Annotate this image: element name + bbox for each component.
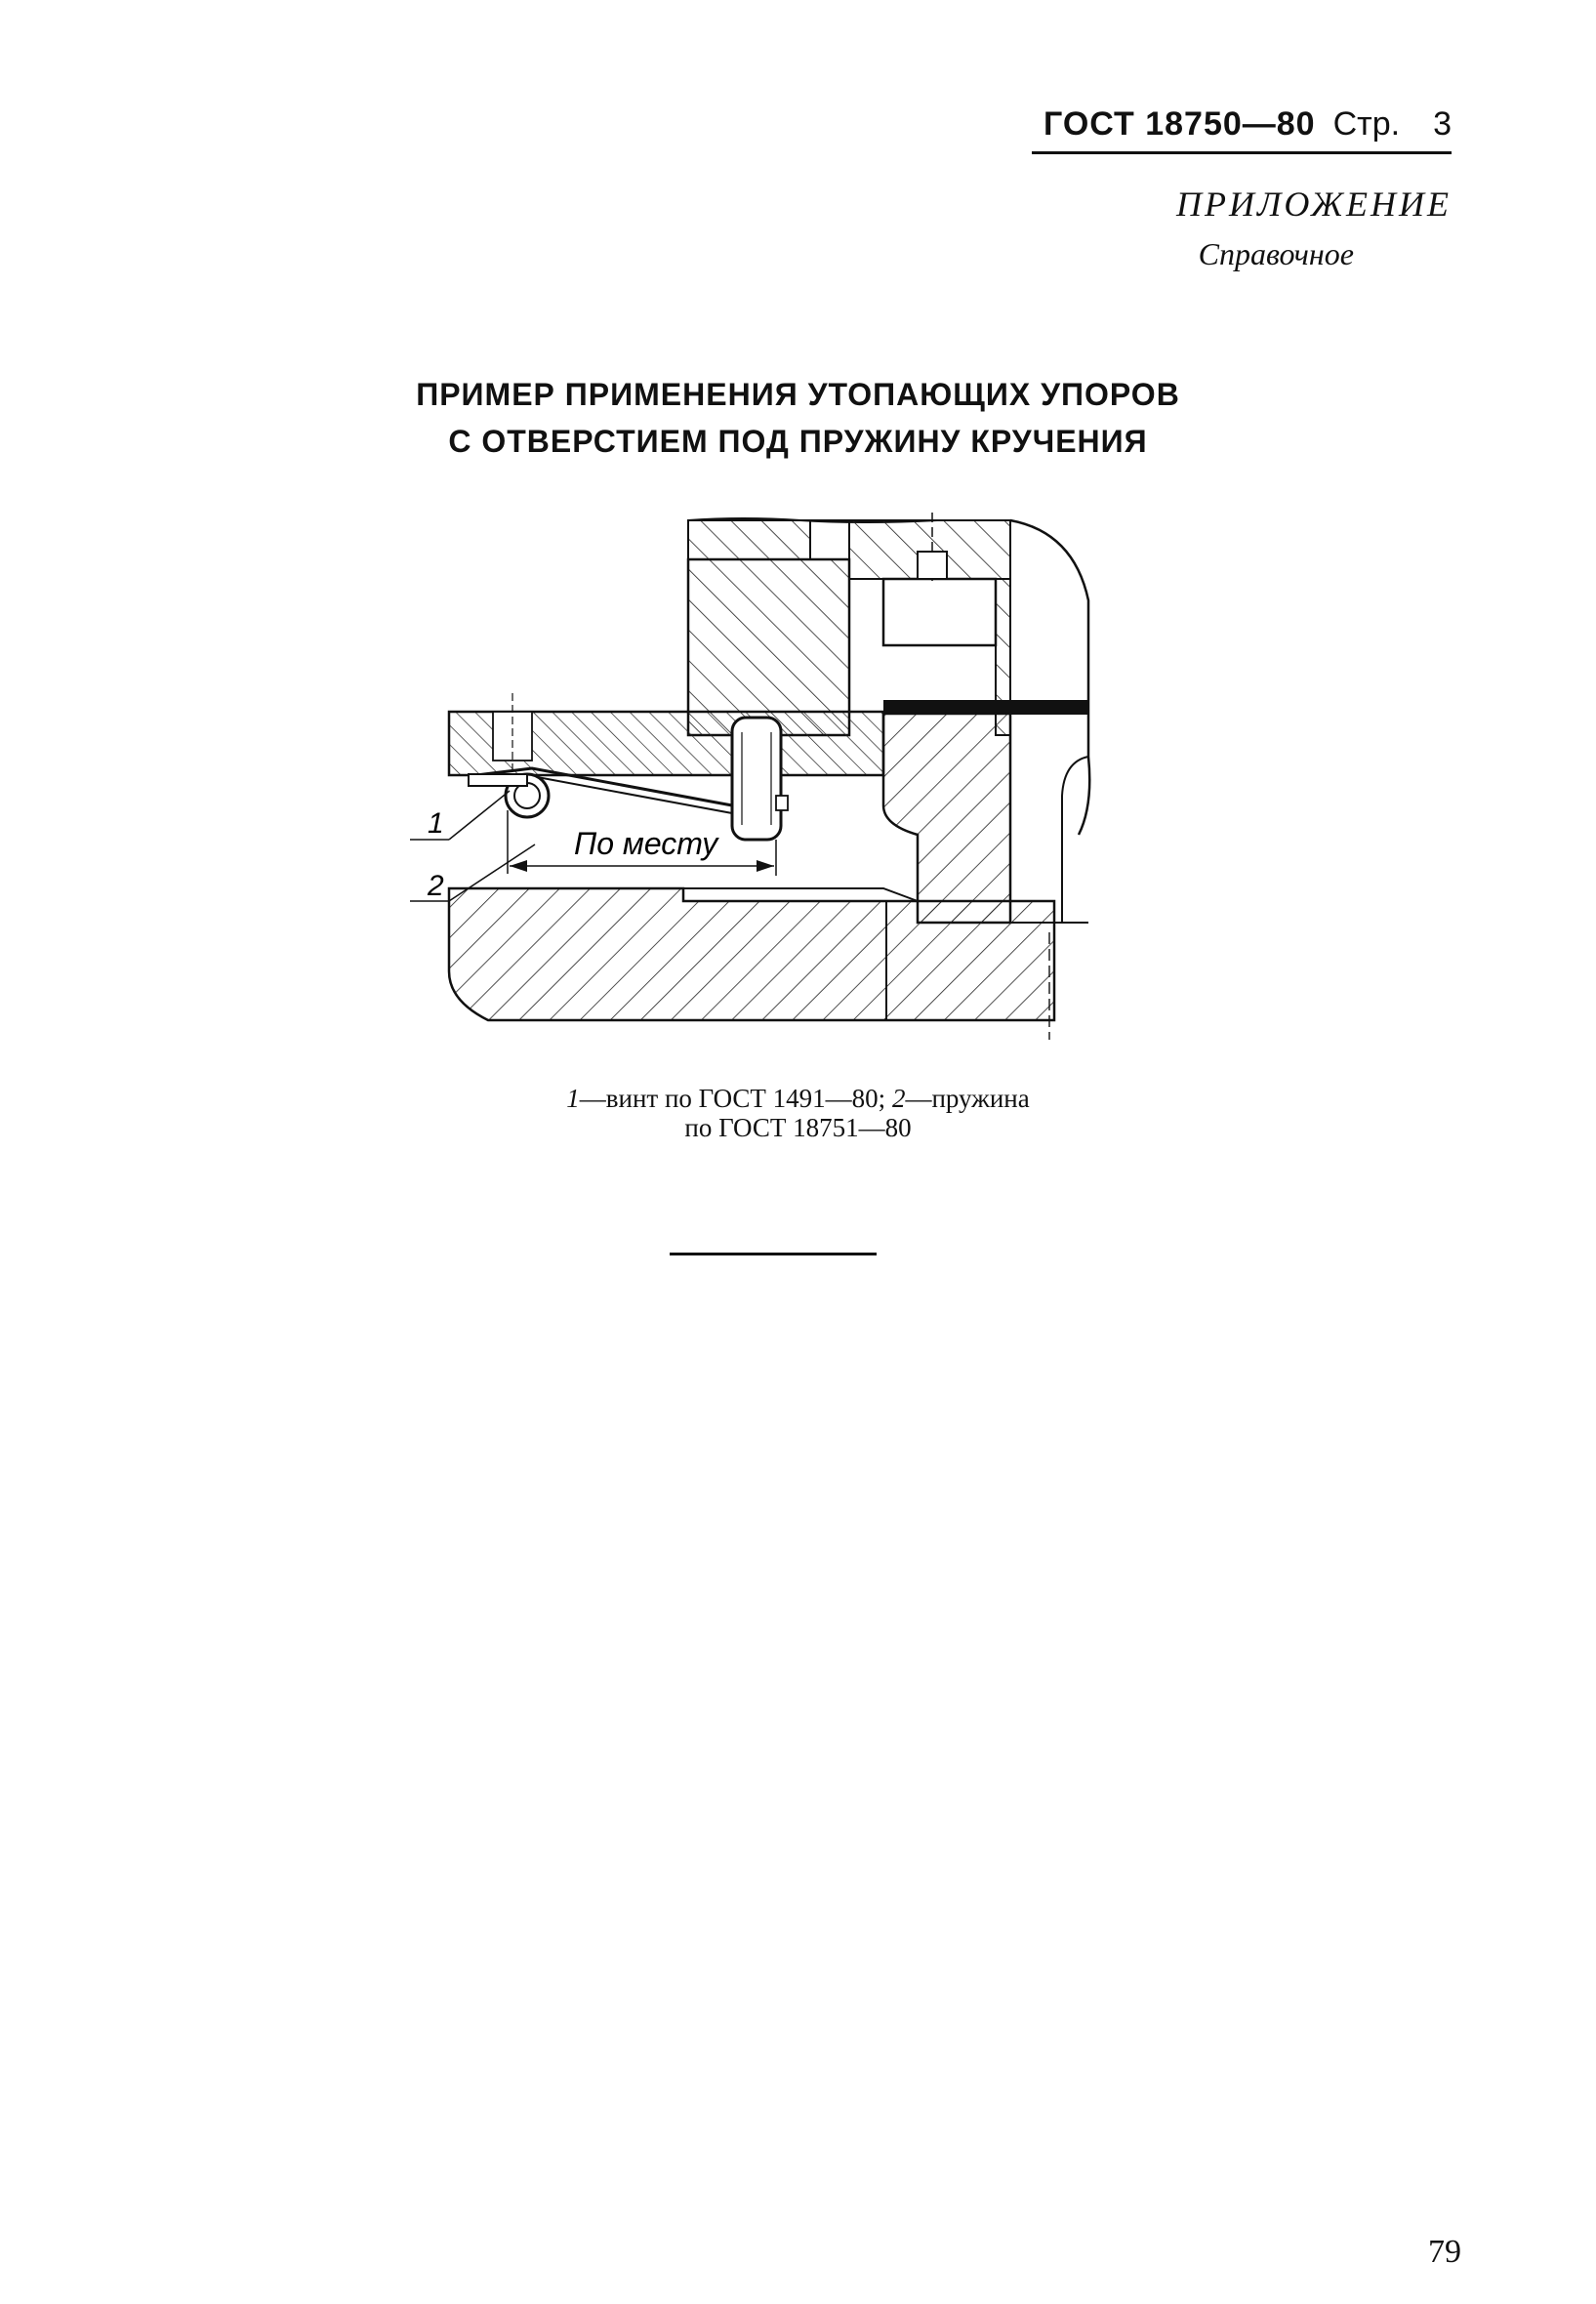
folio-number: 79 (1428, 2234, 1461, 2270)
caption-item-1-number: 1 (566, 1084, 580, 1113)
gasket-strip (883, 700, 1088, 714)
dimension-label: По месту (574, 826, 718, 861)
appendix-block (1176, 184, 1452, 272)
lower-die (449, 888, 1088, 1040)
stop-pin (732, 718, 788, 840)
callout-1: 1 (428, 807, 444, 840)
page-label: Стр. (1332, 105, 1401, 143)
end-rule (670, 1253, 877, 1255)
technical-drawing (428, 513, 1132, 1040)
callout-2: 2 (428, 870, 444, 902)
caption-item-2-number: 2 (891, 1084, 906, 1113)
figure-title-line-1: ПРИМЕР ПРИМЕНЕНИЯ УТОПАЮЩИХ УПОРОВ (416, 377, 1180, 412)
caption-item-1-text: —винт по ГОСТ 1491—80; (579, 1084, 892, 1113)
page-header (1044, 105, 1452, 144)
appendix-title: ПРИЛОЖЕНИЕ (1176, 185, 1452, 224)
appendix-subtitle: Справочное (1198, 236, 1354, 271)
figure-title (0, 371, 1596, 465)
caption-line-1 (0, 1084, 1596, 1113)
page-number: 3 (1433, 105, 1452, 143)
figure-caption (0, 1084, 1596, 1142)
punch-block (883, 714, 1088, 923)
header-rule (1032, 151, 1452, 154)
caption-line-2: по ГОСТ 18751—80 (684, 1113, 912, 1142)
standard-code: ГОСТ 18750—80 (1044, 105, 1316, 143)
caption-item-2-text: —пружина (905, 1084, 1030, 1113)
figure-title-line-2: С ОТВЕРСТИЕМ ПОД ПРУЖИНУ КРУЧЕНИЯ (448, 424, 1148, 459)
